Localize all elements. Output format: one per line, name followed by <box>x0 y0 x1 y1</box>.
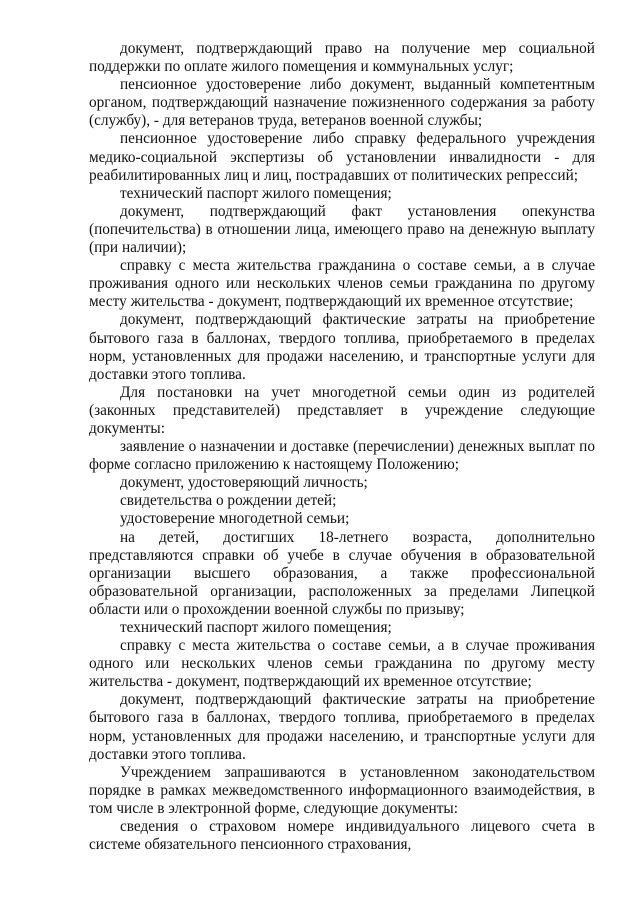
paragraph-interagency-requests: Учреждением запрашиваются в установленном законодательством порядке в рамках межведомственного информационного взаимодействия, в том числе в электронной форме, следующие документы: <box>89 763 595 817</box>
paragraph-identity-document: документ, удостоверяющий личность; <box>120 474 368 492</box>
paragraph-application: заявление о назначении и доставке (перечислении) денежных выплат по форме согласно приложению к настоящему Положению; <box>89 438 595 474</box>
paragraph-pension-insurance-number: сведения о страховом номере индивидуального лицевого счета в системе обязательного пенсионного страхования, <box>89 818 595 854</box>
paragraph-pension-certificate-rehabilitated: пенсионное удостоверение либо справку федерального учреждения медико-социальной экспертизы об установлении инвалидности - для реабилитированных лиц и лиц, пострадавших от политических репрессий; <box>89 130 595 184</box>
paragraph-pension-certificate-veterans: пенсионное удостоверение либо документ, выданный компетентным органом, подтверждающий назначение пожизненного содержания за работу (службу), - для ветеранов труда, ветеранов военной службы; <box>89 76 595 130</box>
paragraph-adult-children-certificates: на детей, достигших 18-летнего возраста, дополнительно представляются справки об учебе в случае обучения в образовательной организации высшего образования, а также профессиональной образовательной организации, расположенных за пределами Липецкой области или о прохождении военной службы по призыву; <box>89 528 595 618</box>
paragraph-large-family-certificate: удостоверение многодетной семьи; <box>120 510 350 528</box>
paragraph-guardianship-document: документ, подтверждающий факт установления опекунства (попечительства) в отношении лица, имеющего право на денежную выплату (при наличии); <box>89 202 595 257</box>
paragraph-family-composition-certificate-2: справку с места жительства о составе семьи, а в случае проживания одного или нескольких членов семьи гражданина по другому месту жительства - документ, подтверждающий их временное отсутствие; <box>89 637 595 691</box>
paragraph-housing-support-document: документ, подтверждающий право на получение мер социальной поддержки по оплате жилого помещения и коммунальных услуг; <box>89 40 595 76</box>
paragraph-large-family-registration: Для постановки на учет многодетной семьи один из родителей (законных представителей) представляет в учреждение следующие документы: <box>89 383 595 437</box>
document-page <box>89 40 595 854</box>
paragraph-technical-passport: технический паспорт жилого помещения; <box>120 184 392 202</box>
paragraph-family-composition-certificate: справку с места жительства гражданина о составе семьи, а в случае проживания одного или нескольких членов семьи гражданина по другому месту жительства - документ, подтверждающий их временное отсутствие; <box>89 257 595 311</box>
paragraph-technical-passport-2: технический паспорт жилого помещения; <box>120 619 392 636</box>
paragraph-fuel-expenses-document: документ, подтверждающий фактические затраты на приобретение бытового газа в баллонах, твердого топлива, приобретаемого в пределах норм, установленных для продажи населению, и транспортные услуги для доставки этого топлива. <box>89 311 595 383</box>
paragraph-fuel-expenses-document-2: документ, подтверждающий фактические затраты на приобретение бытового газа в баллонах, твердого топлива, приобретаемого в пределах норм, установленных для продажи населению, и транспортные услуги для доставки этого топлива. <box>89 691 595 763</box>
paragraph-birth-certificates: свидетельства о рождении детей; <box>120 492 337 510</box>
